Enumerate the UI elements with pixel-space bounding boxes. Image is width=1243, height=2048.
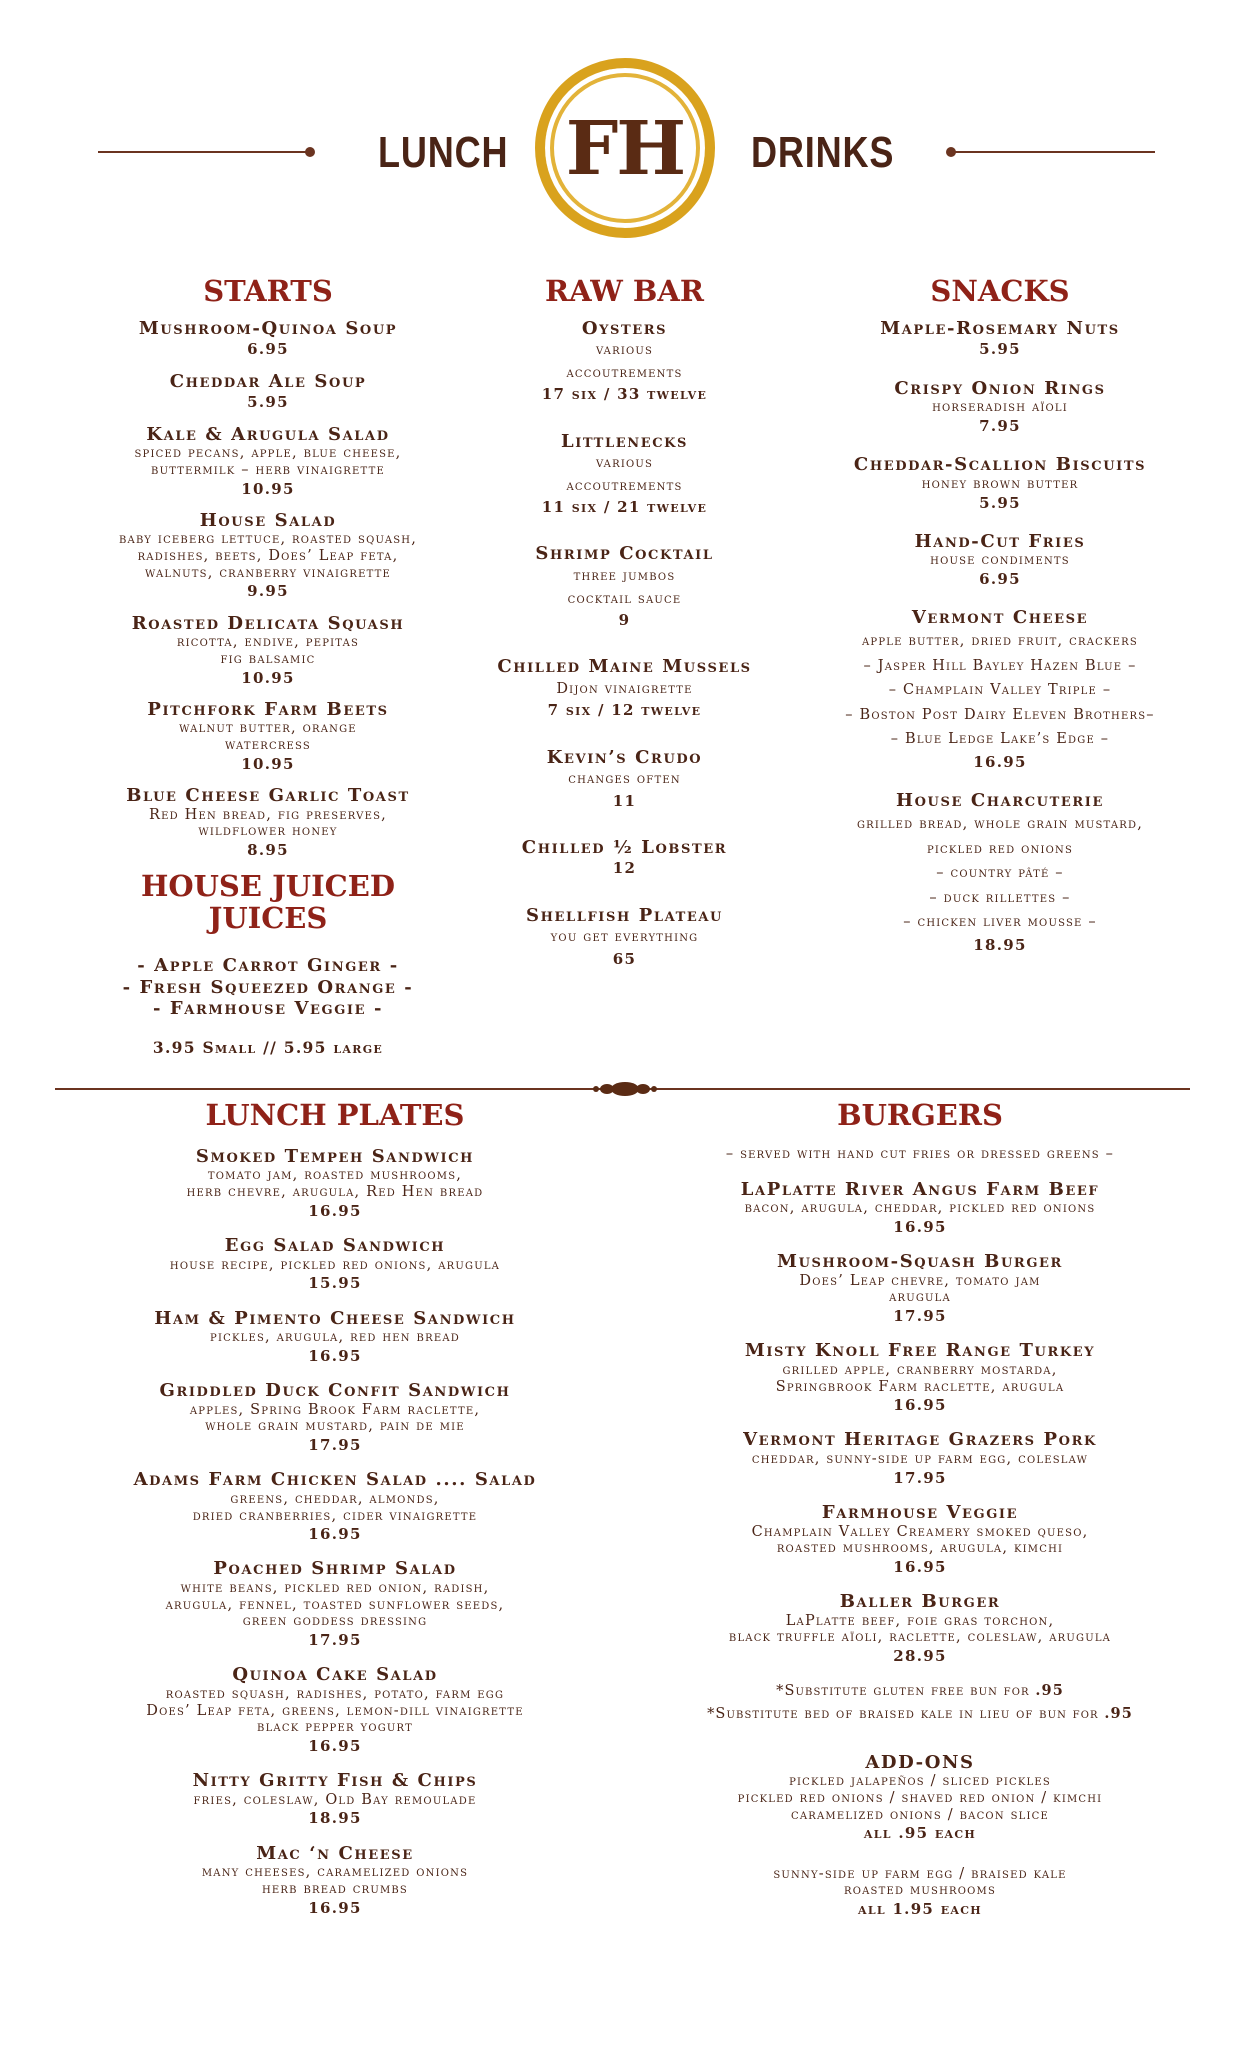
item-description: house condiments xyxy=(930,552,1070,569)
item-description: fig balsamic xyxy=(220,650,316,667)
item-description: roasted mushrooms, arugula, kimchi xyxy=(776,1540,1064,1557)
item-name: Misty Knoll Free Range Turkey xyxy=(744,1340,1096,1362)
item-price: 16.95 xyxy=(973,753,1027,772)
item-description: arugula, fennel, toasted sunflower seeds, xyxy=(165,1596,505,1613)
item-description: – country pâté – xyxy=(936,865,1064,882)
starts-section xyxy=(58,276,478,1059)
burgers-title: BURGERS xyxy=(837,1098,1003,1132)
item-description: dried cranberries, cider vinaigrette xyxy=(192,1507,478,1524)
juices-title xyxy=(58,871,478,935)
snacks-title: SNACKS xyxy=(930,274,1070,308)
item-description: baby iceberg lettuce, roasted squash, xyxy=(118,531,418,548)
item-name: Baller Burger xyxy=(839,1591,1001,1613)
header-rule-right xyxy=(950,151,1155,153)
item-name: House Salad xyxy=(199,509,337,531)
item-name: Ham & Pimento Cheese Sandwich xyxy=(154,1307,516,1329)
menu-item xyxy=(640,1591,1200,1666)
item-description: roasted squash, radishes, potato, farm egg xyxy=(165,1685,505,1702)
item-price: 6.95 xyxy=(247,340,289,359)
item-name: Egg Salad Sandwich xyxy=(224,1235,446,1257)
item-description: black pepper yogurt xyxy=(257,1719,413,1736)
menu-item xyxy=(640,1340,1200,1415)
item-description: – duck rillettes – xyxy=(929,889,1071,906)
item-price: 9.95 xyxy=(247,582,289,601)
menu-item xyxy=(790,607,1210,772)
item-description: Champlain Valley Creamery smoked queso, xyxy=(751,1523,1089,1540)
addons-group-2 xyxy=(640,1866,1200,1899)
raw-bar-title: RAW BAR xyxy=(545,274,704,308)
menu-item xyxy=(55,1843,615,1918)
item-name: Shellfish Plateau xyxy=(526,904,723,926)
item-name: Blue Cheese Garlic Toast xyxy=(126,785,410,806)
menu-item xyxy=(790,378,1210,437)
menu-item xyxy=(462,837,787,879)
menu-item xyxy=(790,531,1210,590)
item-price: 65 xyxy=(612,949,637,968)
item-price: 5.95 xyxy=(247,393,289,412)
item-description: – Boston Post Dairy Eleven Brothers– xyxy=(845,706,1155,723)
menu-item xyxy=(58,371,478,413)
item-description: three jumbos xyxy=(573,568,676,585)
item-description: Dijon vinaigrette xyxy=(556,680,693,697)
item-price: 16.95 xyxy=(308,1525,362,1544)
burgers-subtitle: – served with hand cut fries or dressed greens – xyxy=(725,1145,1115,1162)
menu-item xyxy=(640,1179,1200,1238)
menu-line: - Fresh Squeezed Orange - xyxy=(122,976,414,998)
logo-text: FH xyxy=(565,106,685,192)
item-description: spiced pecans, apple, blue cheese, xyxy=(134,445,402,462)
raw-bar-items xyxy=(462,318,787,969)
burgers-section xyxy=(640,1100,1200,1919)
lunch-plates-section xyxy=(55,1100,615,1932)
menu-item xyxy=(790,318,1210,360)
item-price: 12 xyxy=(612,859,637,878)
item-price: 17.95 xyxy=(308,1631,362,1650)
item-price: 9 xyxy=(618,610,631,629)
gluten-free-note-text: *Substitute gluten free bun for xyxy=(776,1683,1030,1700)
menu-line: roasted mushrooms xyxy=(843,1882,997,1899)
item-price: 17.95 xyxy=(893,1307,947,1326)
menu-item xyxy=(790,790,1210,955)
menu-item xyxy=(58,785,478,860)
item-description: various xyxy=(595,455,654,472)
item-name: Mushroom-Quinoa Soup xyxy=(138,317,398,339)
item-description: changes often xyxy=(568,771,681,788)
menu-line: sunny-side up farm egg / braised kale xyxy=(773,1865,1067,1882)
item-name: Quinoa Cake Salad xyxy=(232,1664,438,1686)
item-price: 28.95 xyxy=(893,1647,947,1666)
item-price: 7.95 xyxy=(979,417,1021,435)
item-name: Chilled Maine Mussels xyxy=(497,656,752,678)
lunch-plates-title: LUNCH PLATES xyxy=(205,1098,465,1132)
menu-item xyxy=(640,1502,1200,1577)
menu-item xyxy=(58,699,478,774)
item-description: fries, coleslaw, Old Bay remoulade xyxy=(193,1791,477,1808)
item-name: LaPlatte River Angus Farm Beef xyxy=(740,1178,1100,1200)
item-description: walnut butter, orange xyxy=(179,720,357,737)
item-description: bacon, arugula, cheddar, pickled red onions xyxy=(744,1200,1096,1217)
item-name: Hand-Cut Fries xyxy=(914,530,1086,552)
item-price: 5.95 xyxy=(979,493,1021,512)
item-name: Littlenecks xyxy=(560,430,689,452)
item-description: arugula xyxy=(889,1289,951,1306)
item-description: honey brown butter xyxy=(921,475,1079,492)
item-description: walnuts, cranberry vinaigrette xyxy=(144,564,392,581)
item-name: Smoked Tempeh Sandwich xyxy=(195,1145,475,1167)
item-name: Roasted Delicata Squash xyxy=(131,612,405,634)
item-description: Springbrook Farm raclette, arugula xyxy=(775,1378,1065,1395)
item-price: 10.95 xyxy=(241,479,295,498)
menu-item xyxy=(462,543,787,630)
item-description: you get everything xyxy=(550,929,699,946)
menu-item xyxy=(55,1770,615,1829)
menu-item xyxy=(462,905,787,969)
item-description: – Champlain Valley Triple – xyxy=(888,682,1112,699)
item-description: cocktail sauce xyxy=(567,590,682,607)
item-description: – Jasper Hill Bayley Hazen Blue – xyxy=(863,657,1137,674)
item-price: 16.95 xyxy=(893,1217,947,1236)
burgers-items xyxy=(640,1179,1200,1667)
menu-item xyxy=(640,1429,1200,1488)
menu-line: caramelized onions / bacon slice xyxy=(790,1806,1049,1823)
item-description: ricotta, endive, pepitas xyxy=(176,634,360,651)
item-price: 7 six / 12 twelve xyxy=(547,701,702,720)
item-description: pickled red onions xyxy=(926,840,1074,857)
menu-item xyxy=(790,454,1210,513)
item-description: Red Hen bread, fig preserves, xyxy=(149,806,387,823)
starts-title: STARTS xyxy=(203,274,333,308)
item-name: Cheddar-Scallion Biscuits xyxy=(853,454,1147,476)
gluten-free-note-price: .95 xyxy=(1035,1682,1064,1700)
menu-line: pickled red onions / shaved red onion / kimchi xyxy=(737,1790,1103,1807)
item-description: whole grain mustard, pain de mie xyxy=(205,1418,465,1435)
item-description: grilled apple, cranberry mostarda, xyxy=(782,1361,1058,1378)
addons-group-2-price: all 1.95 each xyxy=(858,1900,982,1919)
item-name: Mushroom-Squash Burger xyxy=(777,1251,1063,1273)
item-description: various xyxy=(595,342,654,359)
lunch-heading: LUNCH xyxy=(378,128,509,177)
item-name: Shrimp Cocktail xyxy=(535,543,714,565)
item-price: 18.95 xyxy=(973,936,1027,955)
kale-note-price: .95 xyxy=(1104,1705,1133,1723)
item-description: grilled bread, whole grain mustard, xyxy=(856,815,1144,832)
item-description: LaPlatte beef, foie gras torchon, xyxy=(785,1612,1055,1629)
kale-note-text: *Substitute bed of braised kale in lieu of bun for xyxy=(707,1706,1099,1723)
item-price: 18.95 xyxy=(308,1809,362,1828)
item-description: watercress xyxy=(225,737,311,754)
item-name: Griddled Duck Confit Sandwich xyxy=(159,1380,511,1402)
menu-item xyxy=(55,1235,615,1294)
header-rule-left xyxy=(98,151,308,153)
item-price: 16.95 xyxy=(308,1898,362,1917)
addons-group-1 xyxy=(640,1773,1200,1823)
juices-title-line2: JUICES xyxy=(208,901,328,936)
snacks-section xyxy=(790,276,1210,973)
juices-title-line1: HOUSE JUICED xyxy=(140,869,395,904)
item-name: Nitty Gritty Fish & Chips xyxy=(192,1770,478,1792)
item-name: Vermont Heritage Grazers Pork xyxy=(743,1429,1097,1451)
lunch-plates-items xyxy=(55,1146,615,1918)
menu-item xyxy=(58,318,478,360)
item-price: 8.95 xyxy=(247,840,289,859)
item-description: – Blue Ledge Lake’s Edge – xyxy=(890,731,1110,748)
item-price: 16.95 xyxy=(893,1396,947,1415)
addons-group-1-price: all .95 each xyxy=(863,1824,977,1843)
item-name: House Charcuterie xyxy=(896,790,1104,812)
item-description: white beans, pickled red onion, radish, xyxy=(180,1580,490,1597)
menu-item xyxy=(55,1558,615,1650)
item-description: black truffle aïoli, raclette, coleslaw, arugula xyxy=(728,1629,1112,1646)
menu-item xyxy=(462,656,787,720)
item-price: 10.95 xyxy=(241,754,295,773)
item-name: Chilled ½ Lobster xyxy=(521,836,728,858)
item-price: 11 xyxy=(612,791,637,810)
item-name: Kale & Arugula Salad xyxy=(146,423,390,445)
menu-line: - Farmhouse Veggie - xyxy=(152,998,384,1020)
item-name: Cheddar Ale Soup xyxy=(169,370,367,392)
item-price: 16.95 xyxy=(308,1346,362,1365)
item-name: Crispy Onion Rings xyxy=(894,377,1106,399)
item-description: wildflower honey xyxy=(198,823,338,840)
menu-item xyxy=(58,510,478,602)
item-name: Poached Shrimp Salad xyxy=(213,1558,457,1580)
item-description: herb chevre, arugula, Red Hen bread xyxy=(186,1184,484,1201)
item-name: Adams Farm Chicken Salad .... Salad xyxy=(133,1469,537,1491)
item-description: accoutrements xyxy=(566,477,683,494)
item-description: tomato jam, roasted mushrooms, xyxy=(207,1167,463,1184)
juice-items xyxy=(58,955,478,1020)
item-description: accoutrements xyxy=(566,364,683,381)
kale-note xyxy=(640,1703,1200,1726)
menu-item xyxy=(462,431,787,518)
menu-item xyxy=(462,747,787,811)
menu-item xyxy=(55,1469,615,1544)
item-name: Oysters xyxy=(581,317,668,339)
item-price: 16.95 xyxy=(308,1201,362,1220)
item-description: cheddar, sunny-side up farm egg, coleslaw xyxy=(751,1451,1089,1468)
menu-item xyxy=(462,318,787,405)
item-name: Pitchfork Farm Beets xyxy=(147,698,389,720)
item-description: herb bread crumbs xyxy=(262,1880,408,1897)
raw-bar-section xyxy=(462,276,787,995)
drinks-heading: DRINKS xyxy=(751,128,895,177)
menu-item xyxy=(55,1664,615,1756)
item-description: many cheeses, caramelized onions xyxy=(201,1864,469,1881)
menu-line: - Apple Carrot Ginger - xyxy=(137,954,399,976)
item-price: 16.95 xyxy=(893,1557,947,1576)
menu-line: pickled jalapeños / sliced pickles xyxy=(789,1773,1051,1790)
item-name: Vermont Cheese xyxy=(911,607,1089,629)
item-name: Kevin’s Crudo xyxy=(546,746,703,768)
juice-price: 3.95 Small // 5.95 large xyxy=(152,1037,384,1057)
item-description: apple butter, dried fruit, crackers xyxy=(862,632,1138,649)
item-description: Does’ Leap feta, greens, lemon-dill vinaigrette xyxy=(146,1702,524,1719)
item-price: 16.95 xyxy=(308,1736,362,1755)
fh-logo xyxy=(535,58,715,238)
item-name: Mac ‘n Cheese xyxy=(256,1842,414,1864)
item-price: 6.95 xyxy=(979,570,1021,589)
divider-ornament-icon xyxy=(590,1080,660,1098)
item-description: buttermilk – herb vinaigrette xyxy=(151,461,385,478)
item-price: 5.95 xyxy=(979,340,1021,359)
item-price: 17 six / 33 twelve xyxy=(541,385,708,404)
header-rule-left-dot xyxy=(305,147,315,157)
menu-item xyxy=(55,1380,615,1455)
item-price: 10.95 xyxy=(241,668,295,687)
menu-item xyxy=(58,424,478,499)
item-description: apples, Spring Brook Farm raclette, xyxy=(189,1401,481,1418)
item-price: 17.95 xyxy=(308,1436,362,1455)
menu-item xyxy=(55,1146,615,1221)
item-description: greens, cheddar, almonds, xyxy=(230,1490,440,1507)
item-description: – chicken liver mousse – xyxy=(903,914,1097,931)
item-description: green goddess dressing xyxy=(242,1613,428,1630)
addons-title: ADD-ONS xyxy=(865,1751,975,1773)
starts-items xyxy=(58,318,478,860)
item-name: Farmhouse Veggie xyxy=(821,1501,1019,1523)
menu-item xyxy=(58,613,478,688)
item-description: Does’ Leap chevre, tomato jam xyxy=(799,1272,1041,1289)
item-description: horseradish aïoli xyxy=(932,399,1068,416)
gluten-free-note xyxy=(640,1680,1200,1703)
menu-item xyxy=(640,1251,1200,1326)
item-price: 11 six / 21 twelve xyxy=(541,498,708,517)
menu-item xyxy=(55,1308,615,1367)
item-price: 17.95 xyxy=(893,1468,947,1487)
item-description: house recipe, pickled red onions, arugula xyxy=(169,1256,501,1273)
item-description: pickles, arugula, red hen bread xyxy=(210,1329,460,1346)
item-price: 15.95 xyxy=(308,1274,362,1293)
item-description: radishes, beets, Does’ Leap feta, xyxy=(137,548,399,565)
item-name: Maple-Rosemary Nuts xyxy=(880,317,1120,339)
snacks-items xyxy=(790,318,1210,955)
